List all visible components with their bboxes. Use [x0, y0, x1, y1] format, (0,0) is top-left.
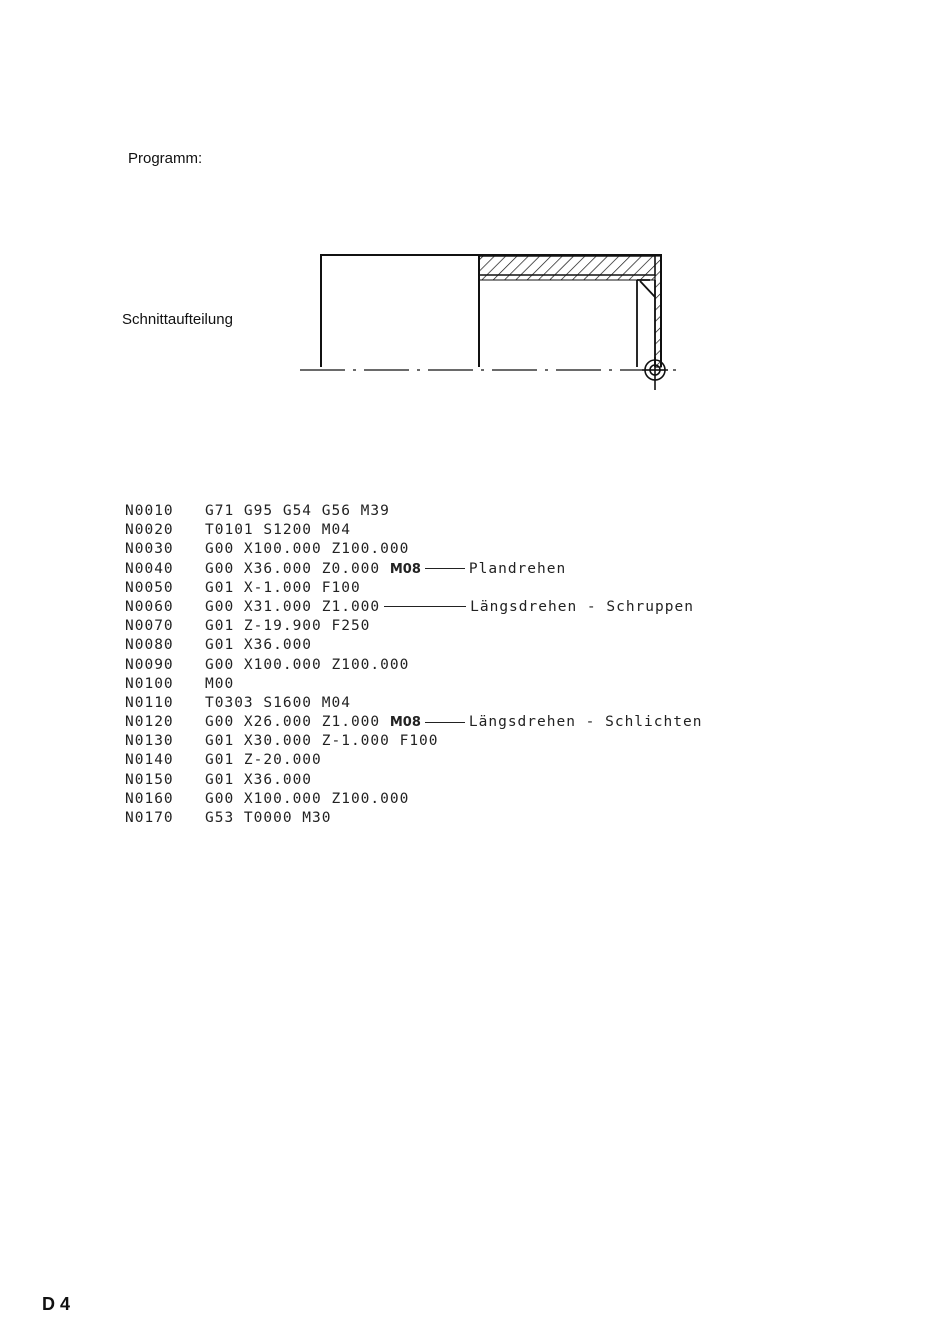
block-number: N0020: [125, 522, 174, 539]
leader-line: [384, 606, 466, 607]
program-line: [125, 694, 702, 713]
program-line: [125, 579, 702, 598]
leader-line: [425, 568, 465, 569]
finishing-layer-hatch: [479, 275, 655, 280]
block-number: N0030: [125, 541, 174, 558]
block-number: N0110: [125, 694, 174, 711]
nc-code: G00 X100.000 Z100.000: [205, 790, 410, 807]
nc-code: G01 X36.000: [205, 771, 313, 788]
operation-comment: Längsdrehen - Schlichten: [468, 714, 703, 731]
operation-comment: Längsdrehen - Schruppen: [470, 598, 694, 615]
program-line: [125, 656, 702, 675]
nc-code: T0101 S1200 M04: [205, 522, 351, 539]
program-line: [125, 713, 702, 732]
block-number: N0130: [125, 733, 174, 750]
nc-code: G01 X-1.000 F100: [205, 579, 361, 596]
program-line: [125, 502, 702, 521]
nc-code: M00: [205, 675, 235, 692]
program-line: [125, 598, 702, 617]
block-number: N0050: [125, 579, 174, 596]
program-line: [125, 751, 702, 770]
nc-code: G01 Z-20.000: [205, 752, 322, 769]
program-line: [125, 675, 702, 694]
nc-code: T0303 S1600 M04: [205, 694, 351, 711]
diagram-label: Schnittaufteilung: [122, 311, 233, 328]
nc-code: G00 X100.000 Z100.000: [205, 656, 410, 673]
nc-code: G53 T0000 M30: [205, 810, 332, 826]
program-line: [125, 809, 702, 828]
nc-code: G01 X36.000: [205, 637, 313, 654]
nc-code: G00 X26.000 Z1.000: [205, 714, 390, 731]
block-number: N0070: [125, 618, 174, 635]
block-number: N0170: [125, 810, 174, 826]
nc-code: G71 G95 G54 G56 M39: [205, 503, 390, 519]
block-number: N0150: [125, 771, 174, 788]
block-number: N0090: [125, 656, 174, 673]
nc-code: G01 X30.000 Z-1.000 F100: [205, 733, 439, 750]
leader-line: [425, 722, 465, 723]
page-number: D 4: [42, 1294, 71, 1314]
program-line: [125, 636, 702, 655]
block-number: N0080: [125, 637, 174, 654]
nc-code: G00 X36.000 Z0.000: [205, 560, 390, 577]
facing-stock-hatch: [655, 256, 661, 367]
program-line: [125, 560, 702, 579]
program-line: [125, 540, 702, 559]
block-number: N0120: [125, 714, 174, 731]
coolant-code: M08: [389, 715, 421, 731]
program-line: [125, 732, 702, 751]
cut-division-diagram: [290, 245, 690, 395]
block-number: N0060: [125, 598, 174, 615]
operation-comment: Plandrehen: [468, 560, 567, 577]
program-line: [125, 617, 702, 636]
nc-code: G00 X100.000 Z100.000: [205, 541, 410, 558]
block-number: N0140: [125, 752, 174, 769]
program-line: [125, 790, 702, 809]
program-line: [125, 521, 702, 540]
nc-code: G01 Z-19.900 F250: [205, 618, 371, 635]
roughing-stock-hatch: [479, 256, 655, 275]
block-number: N0040: [125, 560, 174, 577]
finished-contour: [637, 280, 655, 367]
workpiece-zero-symbol: [642, 357, 668, 390]
page-heading: Programm:: [128, 150, 203, 167]
coolant-code: M08: [389, 561, 421, 577]
block-number: N0010: [125, 503, 174, 519]
program-line: [125, 771, 702, 790]
block-number: N0100: [125, 675, 174, 692]
nc-program-listing: [125, 502, 702, 828]
nc-code: G00 X31.000 Z1.000: [205, 598, 381, 615]
block-number: N0160: [125, 790, 174, 807]
